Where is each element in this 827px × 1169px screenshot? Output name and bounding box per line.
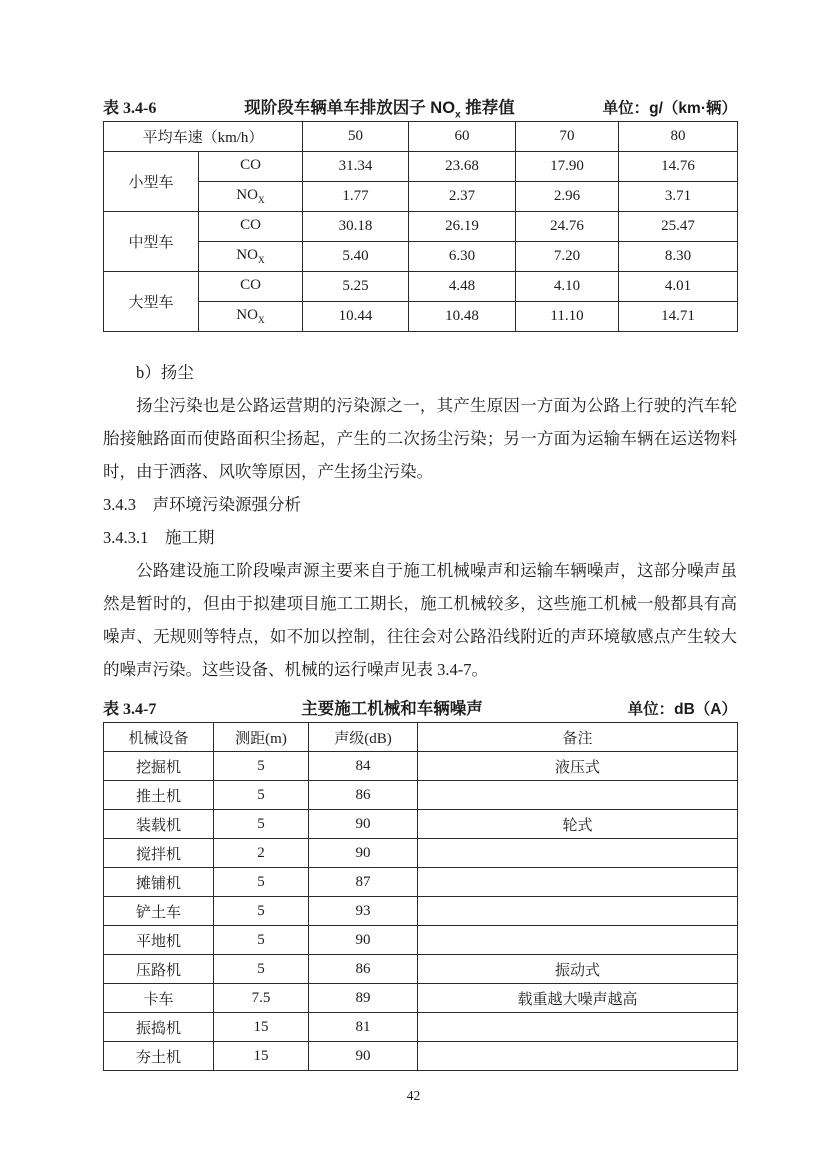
speed-50-header: 50 (303, 122, 409, 152)
value-cell: 4.10 (516, 272, 619, 302)
level-cell: 84 (309, 752, 418, 781)
col-header-equipment: 机械设备 (104, 723, 214, 752)
value-cell: 1.77 (303, 182, 409, 212)
table-row (104, 152, 738, 182)
distance-cell: 5 (214, 868, 309, 897)
remarks-cell: 振动式 (418, 955, 738, 984)
remarks-cell (418, 781, 738, 810)
emission-factor-table (103, 121, 738, 332)
value-cell: 14.76 (619, 152, 738, 182)
pollutant-cell (199, 302, 303, 332)
remarks-cell (418, 868, 738, 897)
value-cell: 10.48 (409, 302, 516, 332)
level-cell: 87 (309, 868, 418, 897)
remarks-cell: 液压式 (418, 752, 738, 781)
pollutant-name: CO (240, 277, 261, 293)
col-header-remarks: 备注 (418, 723, 738, 752)
level-cell: 90 (309, 1042, 418, 1071)
table2-unit: 单位：dB（A） (627, 701, 737, 718)
page-content (103, 94, 737, 1071)
remarks-cell (418, 897, 738, 926)
body-text (103, 356, 737, 686)
pollutant-name: NO (236, 307, 258, 323)
value-cell: 4.48 (409, 272, 516, 302)
table2-label: 表 3.4-7 (103, 701, 157, 718)
table-row (104, 781, 738, 810)
pollutant-name: NO (236, 187, 258, 203)
table1-label: 表 3.4-6 (103, 100, 157, 117)
level-cell: 93 (309, 897, 418, 926)
value-cell: 2.96 (516, 182, 619, 212)
pollutant-subscript: X (257, 316, 265, 326)
value-cell: 14.71 (619, 302, 738, 332)
pollutant-name: CO (240, 217, 261, 233)
pollutant-name: CO (240, 157, 261, 173)
vehicle-small-cell: 小型车 (104, 152, 199, 212)
remarks-cell (418, 1042, 738, 1071)
distance-cell: 2 (214, 839, 309, 868)
equipment-cell: 铲土车 (104, 897, 214, 926)
level-cell: 89 (309, 984, 418, 1013)
value-cell: 2.37 (409, 182, 516, 212)
table2-title: 主要施工机械和车辆噪声 (301, 700, 483, 718)
table1-caption (103, 94, 737, 121)
table-row (104, 182, 738, 212)
distance-cell: 5 (214, 781, 309, 810)
table-row (104, 272, 738, 302)
table-row (104, 868, 738, 897)
table-row (104, 302, 738, 332)
level-cell: 90 (309, 926, 418, 955)
value-cell: 10.44 (303, 302, 409, 332)
vehicle-large-cell: 大型车 (104, 272, 199, 332)
vehicle-medium-cell: 中型车 (104, 212, 199, 272)
distance-cell: 5 (214, 926, 309, 955)
equipment-cell: 压路机 (104, 955, 214, 984)
heading-3-4-3: 3.4.3 声环境污染源强分析 (103, 495, 301, 514)
equipment-cell: 搅拌机 (104, 839, 214, 868)
speed-70-header: 70 (516, 122, 619, 152)
table-row (104, 810, 738, 839)
pollutant-subscript: X (257, 256, 265, 266)
pollutant-subscript: X (257, 196, 265, 206)
table-row (104, 984, 738, 1013)
table1-title-suffix: 推荐值 (460, 99, 515, 117)
equipment-cell: 振捣机 (104, 1013, 214, 1042)
table1-title-subscript: x (455, 109, 461, 121)
paragraph-construction-noise: 公路建设施工阶段噪声源主要来自于施工机械噪声和运输车辆噪声，这部分噪声虽然是暂时的，但由于拟建项目施工工期长，施工机械较多，这些施工机械一般都具有高噪声、无规则等特点，如不加以控制，往往会对公路沿线附近的声环境敏感点产生较大的噪声污染。这些设备、机械的运行噪声见表 3.4-7。 (103, 561, 737, 679)
machinery-noise-table (103, 722, 738, 1071)
value-cell: 23.68 (409, 152, 516, 182)
pollutant-cell (199, 242, 303, 272)
table-row (104, 839, 738, 868)
heading-b-dust: b）扬尘 (136, 363, 194, 382)
pollutant-cell (199, 272, 303, 302)
equipment-cell: 夯土机 (104, 1042, 214, 1071)
equipment-cell: 卡车 (104, 984, 214, 1013)
equipment-cell: 装载机 (104, 810, 214, 839)
value-cell: 26.19 (409, 212, 516, 242)
value-cell: 17.90 (516, 152, 619, 182)
distance-cell: 5 (214, 752, 309, 781)
table2-caption (103, 695, 737, 719)
value-cell: 5.40 (303, 242, 409, 272)
value-cell: 3.71 (619, 182, 738, 212)
equipment-cell: 摊铺机 (104, 868, 214, 897)
value-cell: 30.18 (303, 212, 409, 242)
table-row (104, 122, 738, 152)
remarks-cell: 轮式 (418, 810, 738, 839)
remarks-cell (418, 926, 738, 955)
table-row (104, 752, 738, 781)
level-cell: 86 (309, 955, 418, 984)
distance-cell: 5 (214, 810, 309, 839)
level-cell: 90 (309, 810, 418, 839)
page-number: 42 (406, 1088, 421, 1103)
table-row (104, 955, 738, 984)
col-header-level: 声级(dB) (309, 723, 418, 752)
value-cell: 5.25 (303, 272, 409, 302)
distance-cell: 5 (214, 955, 309, 984)
value-cell: 25.47 (619, 212, 738, 242)
table1-title (156, 94, 602, 120)
value-cell: 31.34 (303, 152, 409, 182)
col-header-distance: 测距(m) (214, 723, 309, 752)
value-cell: 7.20 (516, 242, 619, 272)
equipment-cell: 平地机 (104, 926, 214, 955)
table-row (104, 926, 738, 955)
distance-cell: 15 (214, 1013, 309, 1042)
level-cell: 86 (309, 781, 418, 810)
level-cell: 90 (309, 839, 418, 868)
table1-title-text: 现阶段车辆单车排放因子 NO (244, 99, 456, 117)
equipment-cell: 挖掘机 (104, 752, 214, 781)
paragraph-dust: 扬尘污染也是公路运营期的污染源之一，其产生原因一方面为公路上行驶的汽车轮胎接触路面而使路面积尘扬起，产生的二次扬尘污染；另一方面为运输车辆在运送物料时，由于洒落、风吹等原因，产生扬尘污染。 (103, 396, 737, 481)
speed-80-header: 80 (619, 122, 738, 152)
speed-60-header: 60 (409, 122, 516, 152)
pollutant-cell (199, 152, 303, 182)
pollutant-name: NO (236, 247, 258, 263)
value-cell: 8.30 (619, 242, 738, 272)
table-row (104, 723, 738, 752)
level-cell: 81 (309, 1013, 418, 1042)
remarks-cell (418, 1013, 738, 1042)
equipment-cell: 推土机 (104, 781, 214, 810)
remarks-cell (418, 839, 738, 868)
distance-cell: 15 (214, 1042, 309, 1071)
value-cell: 24.76 (516, 212, 619, 242)
remarks-cell: 载重越大噪声越高 (418, 984, 738, 1013)
table-row (104, 897, 738, 926)
table-row (104, 212, 738, 242)
speed-header-cell: 平均车速（km/h） (104, 122, 303, 152)
table1-unit: 单位：g/（km·辆） (602, 100, 737, 117)
pollutant-cell (199, 182, 303, 212)
table-row (104, 1042, 738, 1071)
heading-3-4-3-1: 3.4.3.1 施工期 (103, 528, 215, 547)
pollutant-cell (199, 212, 303, 242)
table-row (104, 242, 738, 272)
table-row (104, 1013, 738, 1042)
distance-cell: 7.5 (214, 984, 309, 1013)
value-cell: 6.30 (409, 242, 516, 272)
value-cell: 4.01 (619, 272, 738, 302)
distance-cell: 5 (214, 897, 309, 926)
value-cell: 11.10 (516, 302, 619, 332)
